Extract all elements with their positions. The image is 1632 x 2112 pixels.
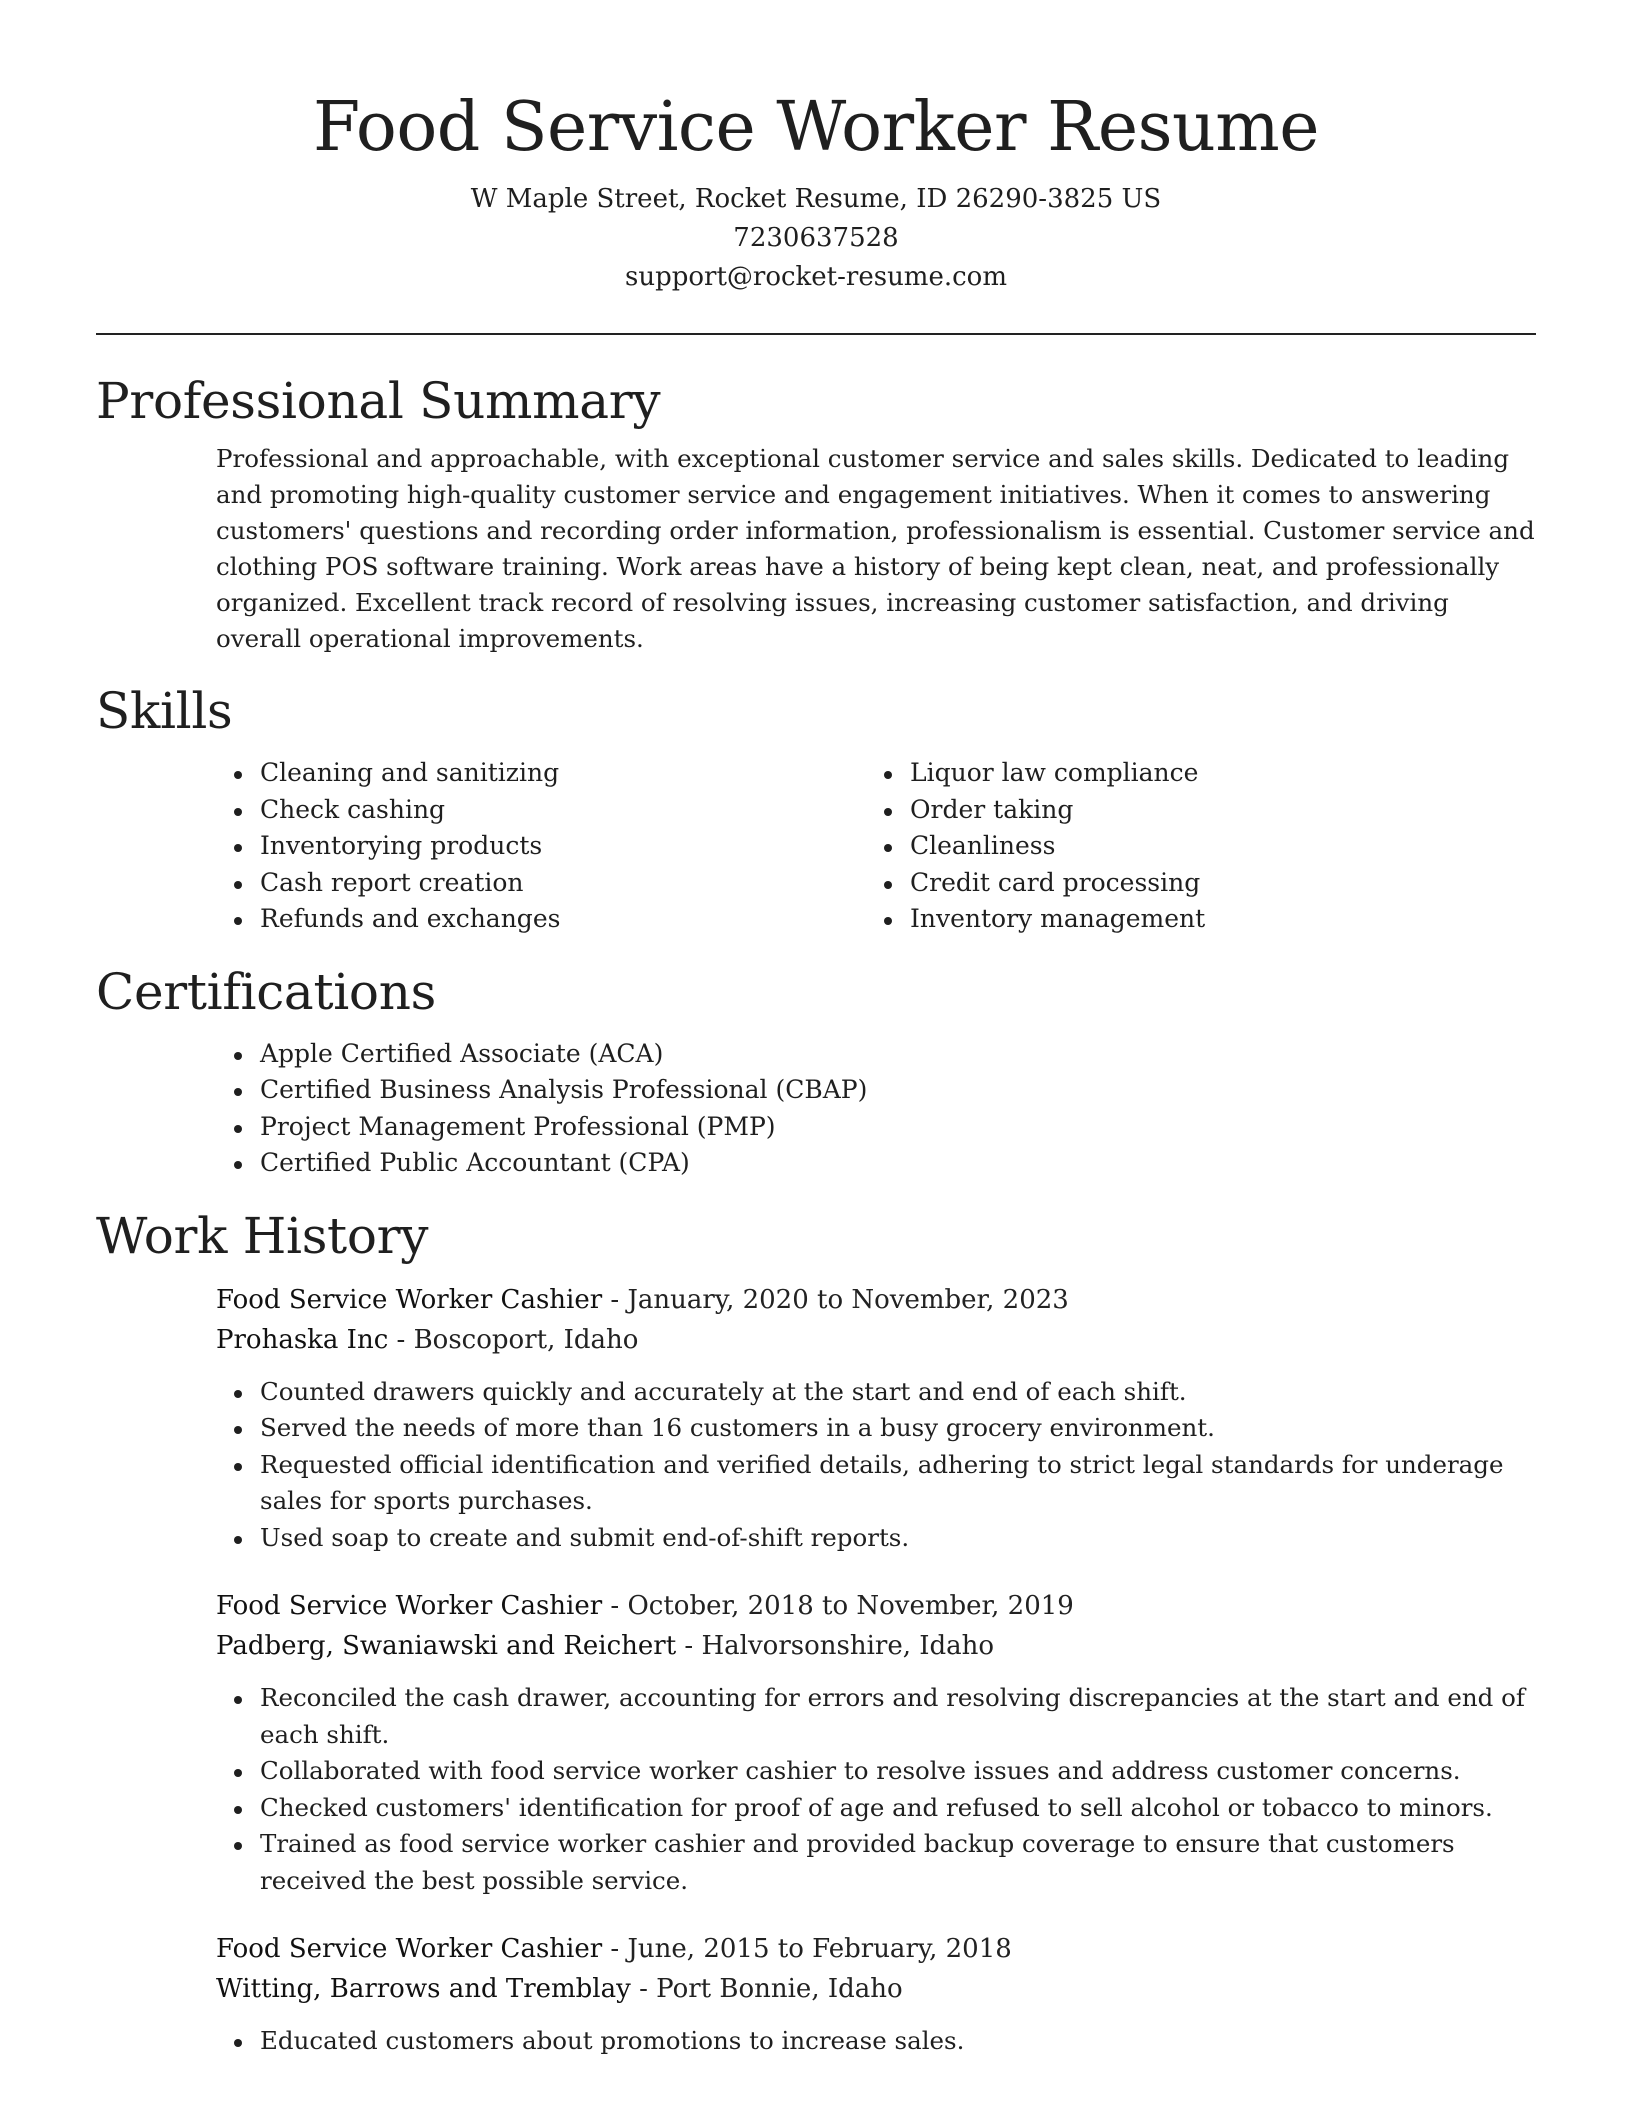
resume-title: Food Service Worker Resume [312,88,1320,167]
job-company-line [216,1320,1536,1360]
skill-item: Cleanliness [910,828,1205,865]
skill-item: Credit card processing [910,865,1205,902]
job-dates: - June, 2015 to February, 2018 [602,1934,1012,1964]
section-skills [96,679,1536,938]
job-bullet: Requested official identification and verified details, adhering to strict legal standards for underage sales for sports purchases. [260,1447,1536,1520]
job-company-line [216,1969,1536,2009]
job-company: Prohaska Inc [216,1324,389,1355]
skill-item: Order taking [910,792,1205,829]
job-responsibilities [260,1374,1536,1557]
section-work-history [96,1204,1536,2060]
skill-item: Refunds and exchanges [260,901,910,938]
section-certifications [96,960,1536,1182]
job-company-line [216,1626,1536,1666]
job-bullet: Used soap to create and submit end-of-shift reports. [260,1520,1536,1557]
job-bullet: Trained as food service worker cashier and provided backup coverage to ensure that customers received the best possible service. [260,1826,1536,1899]
section-heading: Work History [96,1206,429,1265]
contact-phone: 7230637528 [733,223,899,253]
job-dates: - October, 2018 to November, 2019 [602,1591,1074,1621]
job-title: Food Service Worker Cashier [216,1934,603,1964]
contact-email: support@rocket-resume.com [624,262,1007,292]
skills-list-right [910,755,1205,938]
summary-paragraph: Professional and approachable, with exceptional customer service and sales skills. Dedicated to leading and promoting high-quality customer service and engagement initiatives. When it comes to answering customers' questions and recording order information, professionalism is essential. Customer service and clothing POS software training. Work areas have a history of being kept clean, neat, and professionally organized. Excellent track record of resolving issues, increasing customer satisfaction, and driving overall operational improvements. [216,444,1535,653]
skill-item: Cleaning and sanitizing [260,755,910,792]
section-heading: Certifications [96,962,436,1021]
job-dates: - January, 2020 to November, 2023 [602,1284,1069,1315]
job-title-line [216,1586,1536,1626]
job-company: Witting, Barrows and Tremblay [216,1974,631,2004]
job-responsibilities [260,2023,1536,2060]
certification-item: Project Management Professional (PMP) [260,1109,1536,1146]
job-entry [216,1586,1536,1899]
section-heading: Skills [96,682,233,740]
job-title-line [216,1280,1536,1320]
job-company: Padberg, Swaniawski and Reichert [216,1631,677,1661]
contact-address: W Maple Street, Rocket Resume, ID 26290-3825 US [470,184,1162,214]
certification-item: Apple Certified Associate (ACA) [260,1036,1536,1073]
contact-block [96,180,1536,297]
job-location: - Port Bonnie, Idaho [630,1974,903,2004]
job-title: Food Service Worker Cashier [216,1284,603,1315]
certifications-list [260,1036,1536,1182]
job-bullet: Collaborated with food service worker cashier to resolve issues and address customer concerns. [260,1753,1536,1790]
skill-item: Inventorying products [260,828,910,865]
certification-item: Certified Business Analysis Professional (CBAP) [260,1072,1536,1109]
job-bullet: Educated customers about promotions to increase sales. [260,2023,1536,2060]
skills-columns [96,755,1536,938]
skill-item: Check cashing [260,792,910,829]
skills-list-left [260,755,910,938]
certification-item: Certified Public Accountant (CPA) [260,1145,1536,1182]
job-bullet: Reconciled the cash drawer, accounting for errors and resolving discrepancies at the start and end of each shift. [260,1680,1536,1753]
job-bullet: Counted drawers quickly and accurately at the start and end of each shift. [260,1374,1536,1411]
skill-item: Cash report creation [260,865,910,902]
job-title: Food Service Worker Cashier [216,1591,603,1621]
skill-item: Inventory management [910,901,1205,938]
section-heading: Professional Summary [96,372,661,430]
job-location: - Boscoport, Idaho [388,1324,639,1355]
skill-item: Liquor law compliance [910,755,1205,792]
section-professional-summary [96,369,1536,657]
job-entry [216,1280,1536,1557]
job-responsibilities [260,1680,1536,1899]
job-entry [216,1929,1536,2060]
header-divider [96,333,1536,335]
job-title-line [216,1929,1536,1969]
job-bullet: Checked customers' identification for proof of age and refused to sell alcohol or tobacco to minors. [260,1790,1536,1827]
job-bullet: Served the needs of more than 16 customers in a busy grocery environment. [260,1410,1536,1447]
job-location: - Halvorsonshire, Idaho [676,1631,995,1661]
